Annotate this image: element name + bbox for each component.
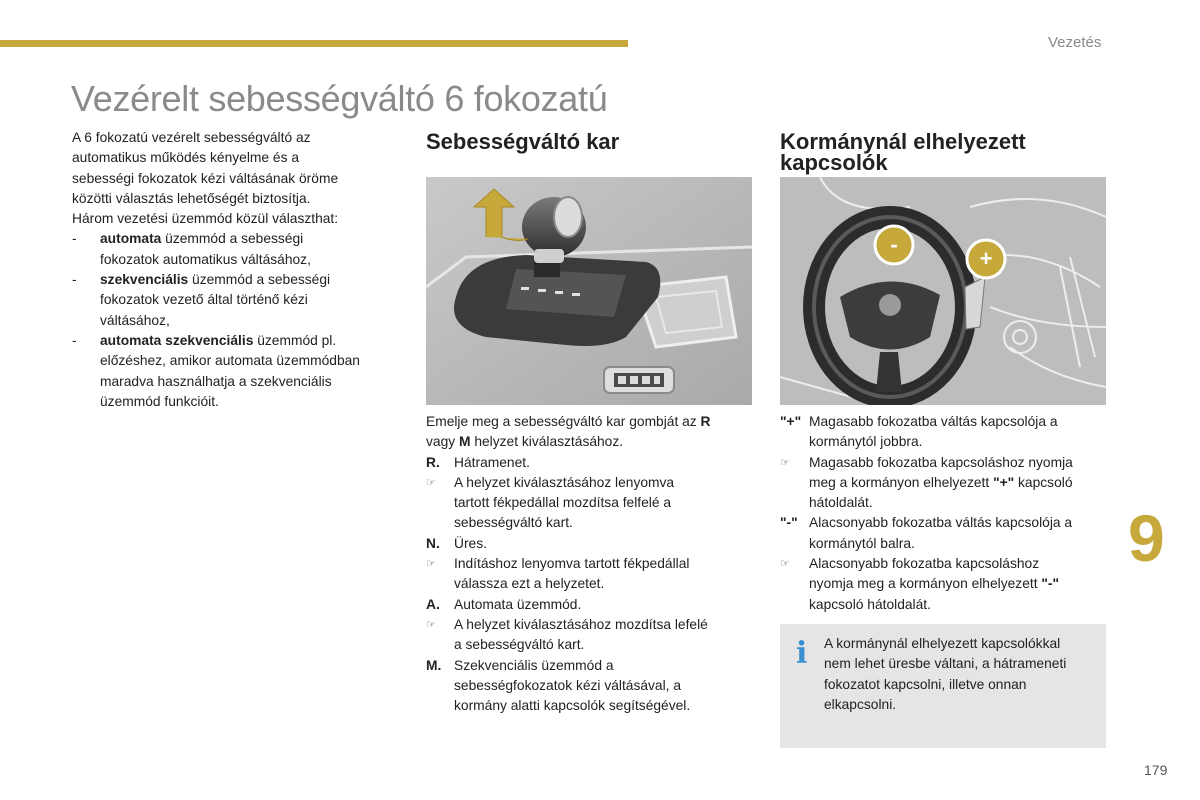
header-gold-bar bbox=[0, 40, 628, 47]
paddles-text bbox=[780, 412, 1110, 615]
mode-name: automata szekvenciális bbox=[100, 332, 254, 348]
lever-text bbox=[426, 412, 756, 716]
lever-heading: Sebességváltó kar bbox=[426, 129, 620, 154]
position-row-a: A. Automata üzemmód. bbox=[426, 595, 756, 615]
dash-marker: - bbox=[72, 231, 77, 247]
dash-marker: - bbox=[72, 332, 77, 348]
page-number: 179 bbox=[1144, 762, 1168, 778]
mode-item-szekvencialis: - szekvenciális üzemmód a sebességi fokozatok vezető által történő kézi váltásához, bbox=[72, 270, 397, 331]
position-row-m: M. Szekvenciális üzemmód a sebességfokozatok kézi váltásával, a kormány alatti kapcsolók segítségével. bbox=[426, 656, 756, 717]
section-label: Vezetés bbox=[1048, 34, 1102, 51]
bullet-row: ☞ Indításhoz lenyomva tartott fékpedállal válassza ezt a helyzetet. bbox=[426, 554, 756, 595]
paddle-marker: "+" bbox=[780, 414, 802, 429]
info-text: A kormánynál elhelyezett kapcsolókkal nem lehet üresbe váltani, a hátrameneti fokozatot kapcsolni, illetve onnan elkapcsolni. bbox=[824, 636, 1067, 712]
intro-line: sebességi fokozatok kézi váltásának öröme bbox=[72, 170, 339, 186]
position-marker: A. bbox=[426, 596, 440, 612]
hand-pointer-icon: ☞ bbox=[426, 476, 436, 489]
position-marker: R. bbox=[426, 454, 440, 470]
intro-column bbox=[72, 128, 397, 412]
position-marker: M. bbox=[426, 657, 442, 673]
info-box bbox=[780, 624, 1106, 748]
lever-intro: Emelje meg a sebességváltó kar gombját az R bbox=[426, 414, 711, 429]
bullet-row: ☞ Alacsonyabb fokozatba kapcsoláshoz nyomja meg a kormányon elhelyezett "-" kapcsoló hátoldalát. bbox=[780, 554, 1110, 615]
position-marker: N. bbox=[426, 535, 440, 551]
steering-wheel-drawing bbox=[780, 177, 1106, 405]
intro-line: A 6 fokozatú vezérelt sebességváltó az bbox=[72, 130, 311, 145]
gear-lever-drawing bbox=[426, 177, 752, 405]
minus-paddle-label: - bbox=[890, 232, 898, 257]
chapter-number: 9 bbox=[1128, 501, 1165, 575]
paddle-row-plus: "+" Magasabb fokozatba váltás kapcsolója a kormánytól jobbra. bbox=[780, 412, 1110, 453]
steering-wheel-illustration bbox=[780, 177, 1106, 405]
plus-paddle-label: + bbox=[979, 246, 993, 271]
intro-line: Három vezetési üzemmód közül választhat: bbox=[72, 211, 339, 227]
mode-item-automata-szekvencialis: - automata szekvenciális üzemmód pl. előzéshez, amikor automata üzemmódban maradva használhatja a szekvenciális üzemmód funkcióit. bbox=[72, 331, 397, 412]
mode-item-automata: - automata üzemmód a sebességi fokozatok automatikus váltásához, bbox=[72, 229, 397, 270]
lever-intro: vagy M helyzet kiválasztásához. bbox=[426, 434, 624, 450]
hand-pointer-icon: ☞ bbox=[780, 456, 790, 469]
gear-lever-illustration bbox=[426, 177, 752, 405]
bullet-row: ☞ A helyzet kiválasztásához mozdítsa lefelé a sebességváltó kart. bbox=[426, 615, 756, 656]
position-row-r: R. Hátramenet. bbox=[426, 453, 756, 473]
hand-pointer-icon: ☞ bbox=[426, 618, 436, 631]
paddles-heading: Kormánynál elhelyezett kapcsolók bbox=[780, 129, 1026, 175]
bullet-row: ☞ A helyzet kiválasztásához lenyomva tartott fékpedállal mozdítsa felfelé a sebességváltó kart. bbox=[426, 473, 756, 534]
bullet-row: ☞ Magasabb fokozatba kapcsoláshoz nyomja meg a kormányon elhelyezett "+" kapcsoló hátoldalát. bbox=[780, 453, 1110, 514]
info-icon: i bbox=[796, 636, 808, 671]
paddle-marker: "-" bbox=[780, 515, 798, 531]
mode-name: szekvenciális bbox=[100, 272, 189, 288]
paddle-row-minus: "-" Alacsonyabb fokozatba váltás kapcsolója a kormánytól balra. bbox=[780, 513, 1110, 554]
mode-name: automata bbox=[100, 231, 162, 247]
page-title: Vezérelt sebességváltó 6 fokozatú bbox=[71, 78, 608, 119]
dash-marker: - bbox=[72, 272, 77, 288]
position-row-n: N. Üres. bbox=[426, 534, 756, 554]
hand-pointer-icon: ☞ bbox=[780, 558, 790, 571]
hand-pointer-icon: ☞ bbox=[426, 558, 436, 571]
intro-line: automatikus működés kényelme és a bbox=[72, 150, 299, 166]
intro-line: közötti választás lehetőségét biztosítja. bbox=[72, 190, 311, 206]
